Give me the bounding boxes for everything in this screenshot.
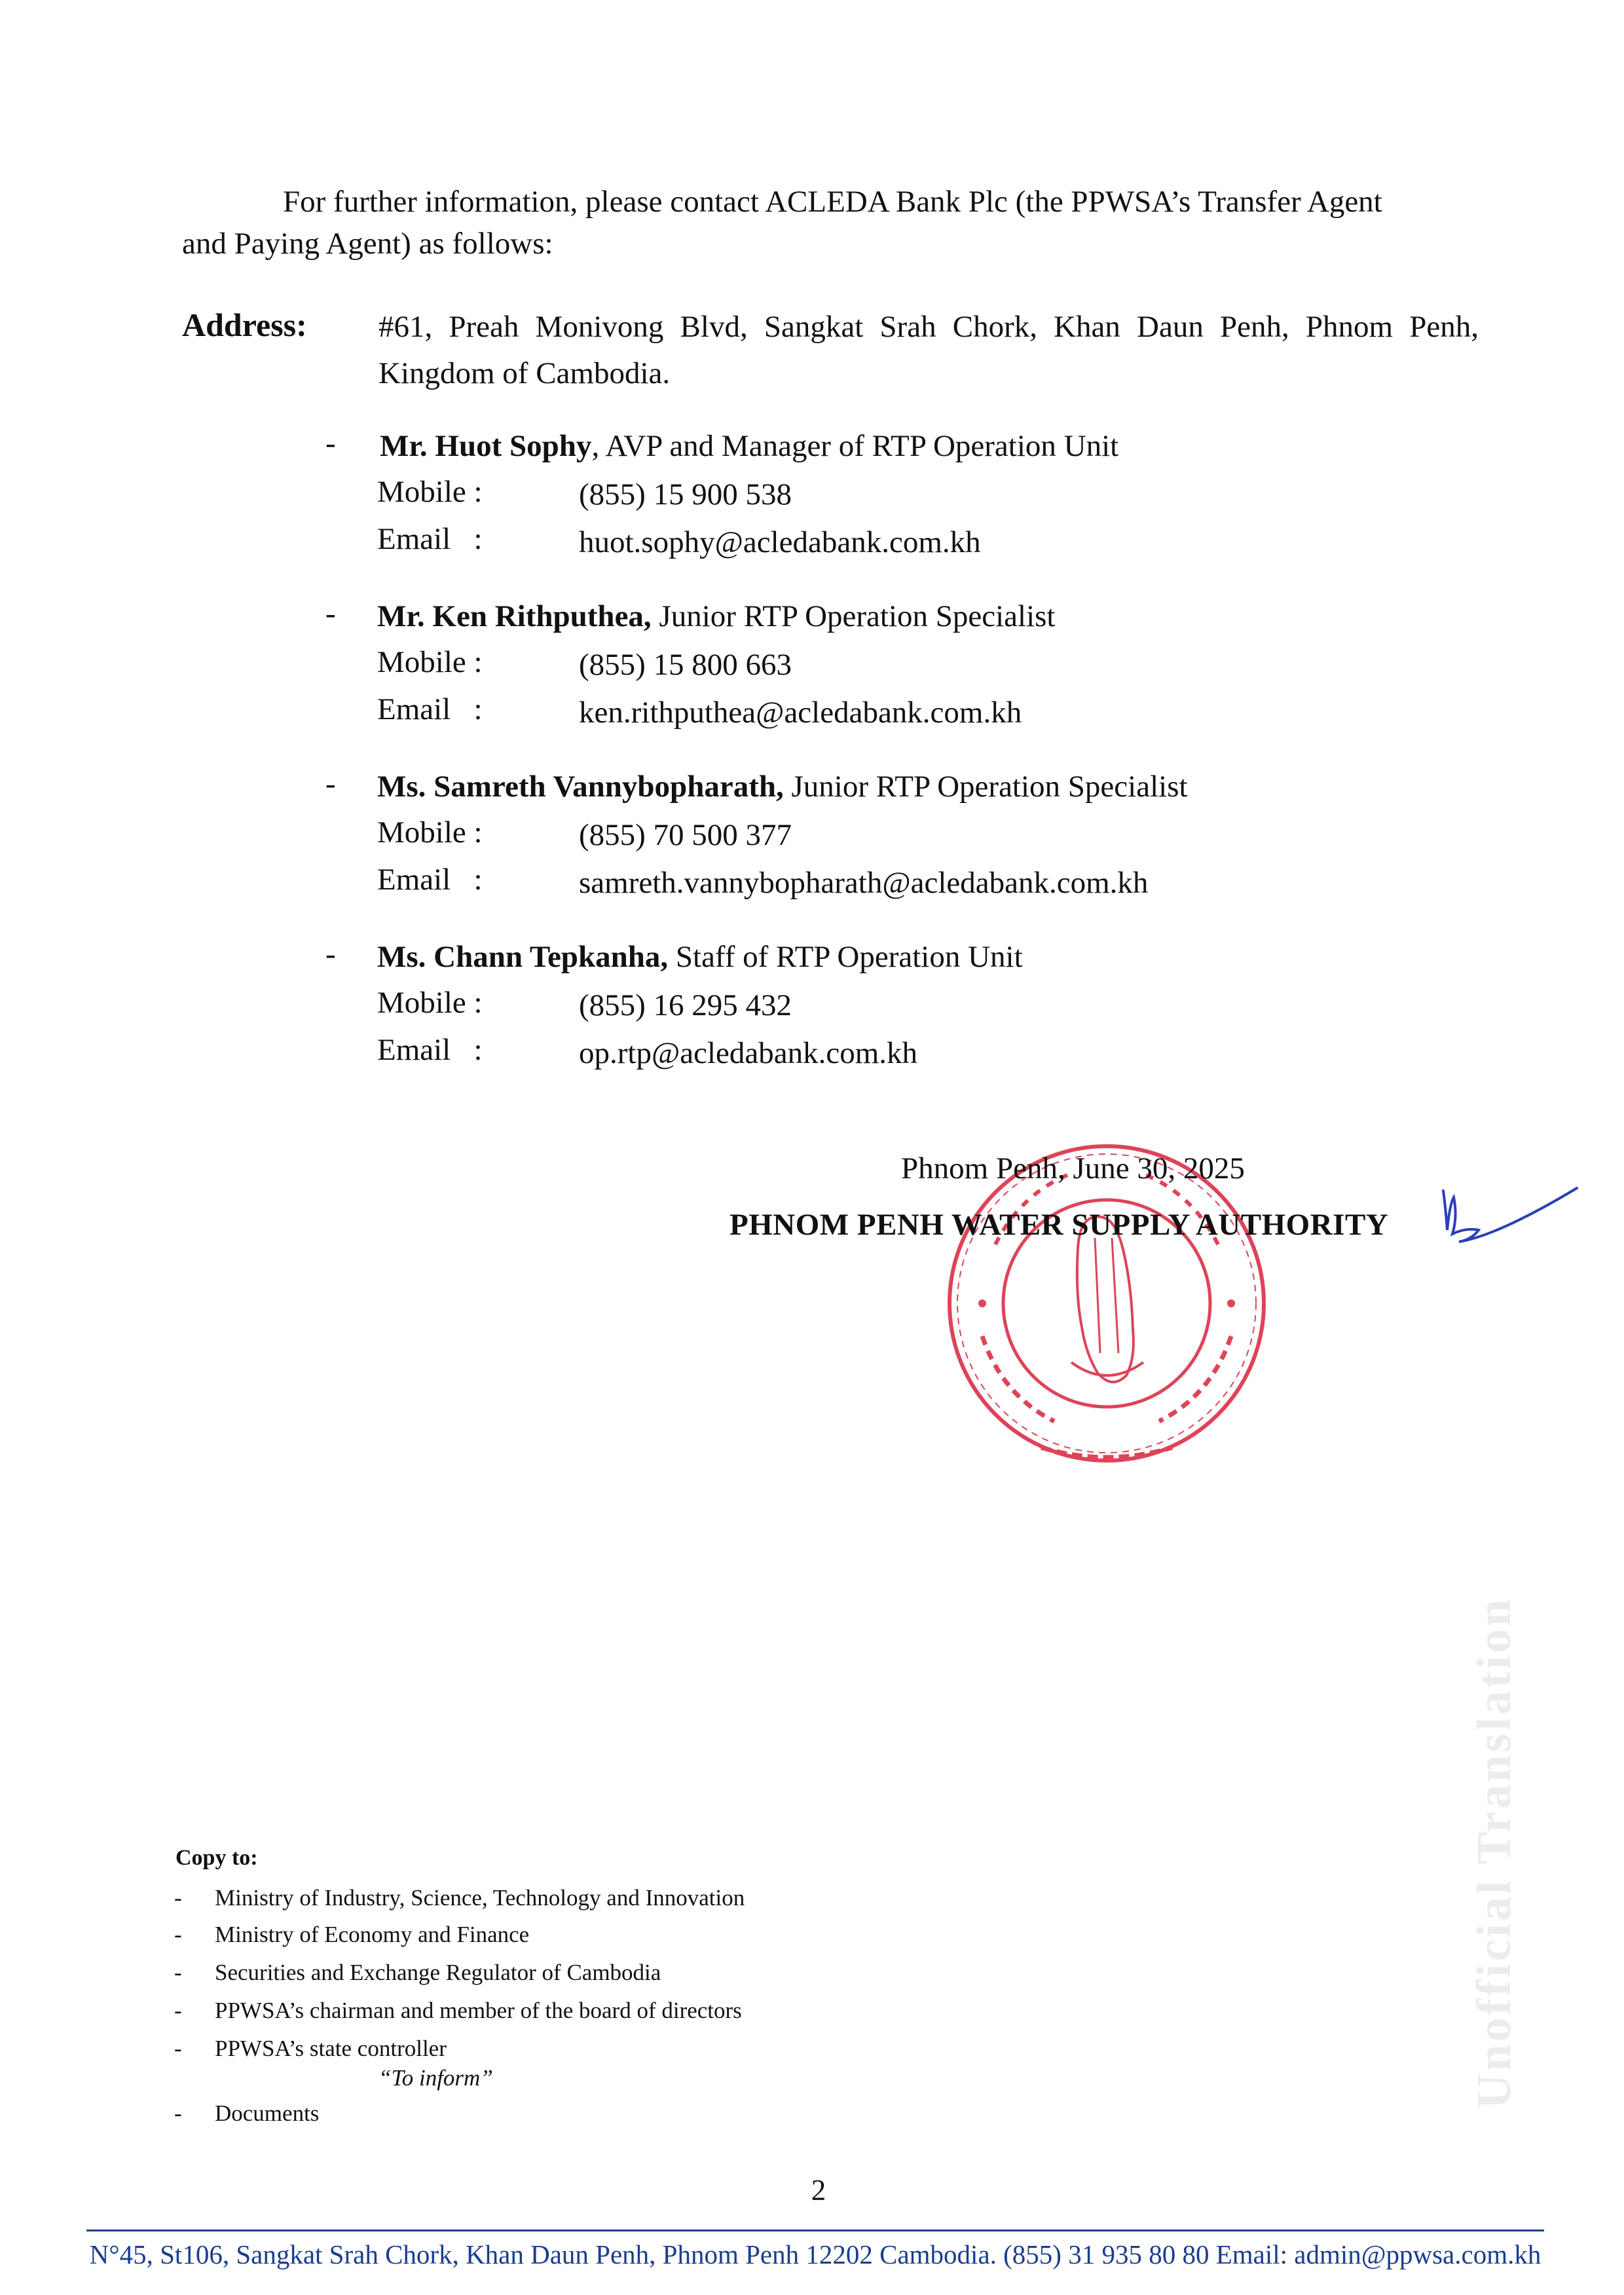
contact-heading	[377, 599, 1056, 634]
contact-name: Ms. Chann Tepkanha,	[377, 940, 669, 974]
mobile-label: Mobile :	[377, 815, 483, 849]
page-number: 2	[811, 2174, 826, 2207]
list-dash: -	[174, 1922, 182, 1947]
list-item: Securities and Exchange Regulator of Cambodia	[215, 1960, 661, 1985]
contact-title: Staff of RTP Operation Unit	[668, 940, 1023, 974]
contact-title: Junior RTP Operation Specialist	[783, 770, 1188, 804]
contact-dash: -	[325, 937, 336, 971]
copy-to-title: Copy to:	[175, 1846, 258, 1870]
list-item: Ministry of Industry, Science, Technology and Innovation	[215, 1885, 745, 1911]
list-dash: -	[174, 2100, 182, 2126]
email-label: Email :	[377, 1033, 483, 1067]
intro-line-2: and Paying Agent) as follows:	[182, 227, 553, 261]
email-value[interactable]: ken.rithputhea@acledabank.com.kh	[579, 696, 1022, 730]
contact-dash: -	[325, 767, 336, 801]
contact-title: , AVP and Manager of RTP Operation Unit	[591, 429, 1119, 463]
list-item: PPWSA’s chairman and member of the board of directors	[215, 1998, 742, 2023]
email-value[interactable]: op.rtp@acledabank.com.kh	[579, 1036, 918, 1070]
list-dash: -	[174, 2036, 182, 2061]
mobile-label: Mobile :	[377, 475, 483, 509]
address-line-2: Kingdom of Cambodia.	[378, 356, 671, 390]
email-label: Email :	[377, 522, 483, 556]
footer-rule	[86, 2230, 1544, 2231]
address-line-1: #61, Preah Monivong Blvd, Sangkat Srah Chork, Khan Daun Penh, Phnom Penh,	[378, 310, 1479, 344]
organization-name: PHNOM PENH WATER SUPPLY AUTHORITY	[729, 1208, 1389, 1242]
contact-dash: -	[325, 426, 336, 460]
contact-name: Mr. Ken Rithputhea,	[377, 599, 652, 633]
official-seal-icon	[943, 1140, 1270, 1467]
mobile-value: (855) 15 800 663	[579, 648, 792, 682]
list-item: Documents	[215, 2100, 320, 2126]
email-label: Email :	[377, 863, 483, 897]
copy-to-note: “To inform”	[378, 2065, 493, 2091]
mobile-value: (855) 70 500 377	[579, 818, 792, 852]
signature-icon	[1434, 1179, 1578, 1264]
contact-dash: -	[325, 597, 336, 631]
intro-line-1: For further information, please contact ACLEDA Bank Plc (the PPWSA’s Transfer Agent	[283, 185, 1382, 219]
mobile-value: (855) 16 295 432	[579, 988, 792, 1022]
list-dash: -	[174, 1960, 182, 1985]
mobile-label: Mobile :	[377, 645, 483, 679]
email-label: Email :	[377, 692, 483, 726]
contact-title: Junior RTP Operation Specialist	[651, 599, 1056, 633]
contact-heading	[380, 428, 1118, 464]
list-item: Ministry of Economy and Finance	[215, 1922, 530, 1947]
contact-name: Ms. Samreth Vannybopharath,	[377, 770, 784, 804]
address-label: Address:	[182, 307, 307, 343]
mobile-label: Mobile :	[377, 986, 483, 1020]
footer-address: N°45, St106, Sangkat Srah Chork, Khan Daun Penh, Phnom Penh 12202 Cambodia. (855) 31 935 80 80 Email: admin@ppwsa.com.kh	[89, 2239, 1541, 2269]
email-value[interactable]: huot.sophy@acledabank.com.kh	[579, 525, 981, 559]
email-value[interactable]: samreth.vannybopharath@acledabank.com.kh	[579, 866, 1149, 900]
signoff-date: Phnom Penh, June 30, 2025	[901, 1151, 1245, 1185]
contact-heading	[377, 769, 1188, 804]
watermark: Unofficial Translation	[1467, 1596, 1521, 2109]
contact-heading	[377, 939, 1023, 975]
contact-name: Mr. Huot Sophy	[380, 429, 592, 463]
list-item: PPWSA’s state controller	[215, 2036, 447, 2061]
mobile-value: (855) 15 900 538	[579, 477, 792, 512]
list-dash: -	[174, 1885, 182, 1911]
list-dash: -	[174, 1998, 182, 2023]
